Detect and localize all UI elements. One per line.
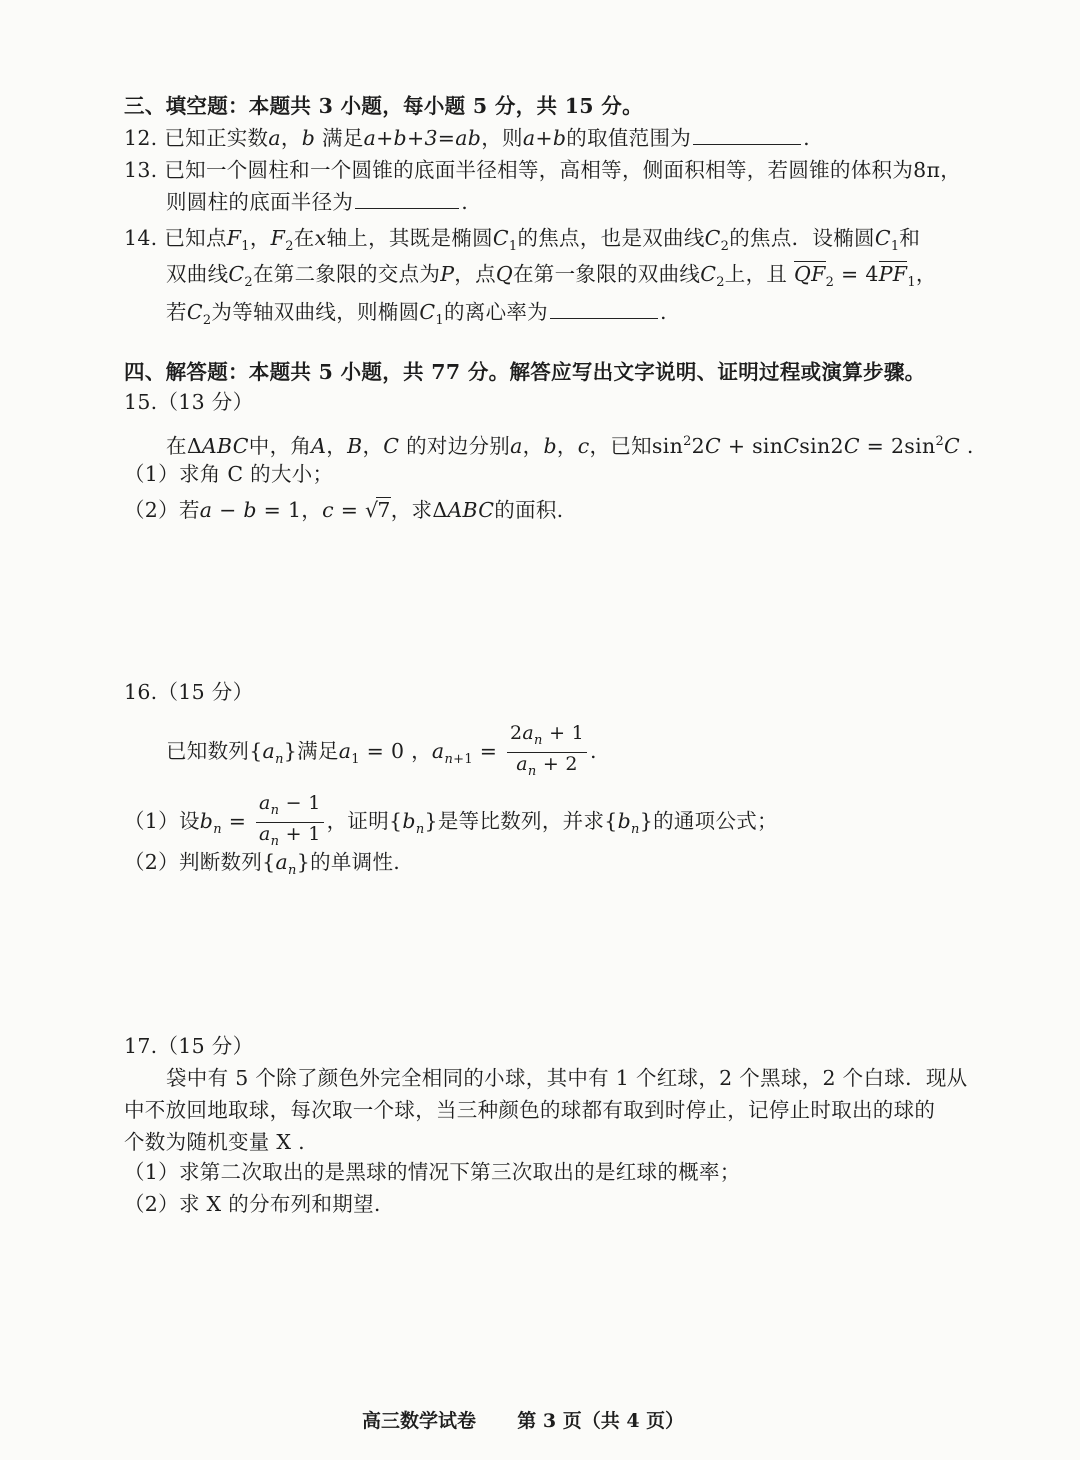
q17-line3: 个数为随机变量 X . <box>124 1130 305 1154</box>
q12-expression: a+b <box>522 126 567 150</box>
q12-number: 12. <box>124 126 158 150</box>
q16-text: 的通项公式； <box>653 808 778 833</box>
q13-number: 13. <box>124 158 158 182</box>
q14-text: 若 <box>166 300 187 324</box>
footer-page-number: 第 3 页（共 4 页） <box>517 1410 685 1432</box>
q16-text: （2）判断数列 <box>124 850 263 874</box>
answer-blank[interactable] <box>550 298 658 319</box>
section3-heading: 三、填空题：本题共 3 小题，每小题 5 分，共 15 分。 <box>124 94 643 118</box>
q16-part2: （2）判断数列$\{a_n\}$的单调性. <box>124 850 401 879</box>
q13-text: 已知一个圆柱和一个圆锥的底面半径相等，高相等，侧面积相等，若圆锥的体积为8π， <box>164 158 962 182</box>
q15-text: ，求 <box>390 498 433 522</box>
q12-text: 的取值范围为 <box>566 126 692 150</box>
q14-text: 的焦点．设椭圆 <box>729 226 875 250</box>
q16-text: 满足 <box>297 738 339 763</box>
q14-text: ，点 <box>454 262 496 286</box>
q14-text: 上，且 <box>724 262 788 286</box>
q15-text: 中，角 <box>248 433 312 458</box>
q16-title: 16.（15 分） <box>124 680 254 704</box>
q15-part2: （2）若a − b = 1，c = √7，求ΔABC的面积. <box>124 498 564 522</box>
q15-text: ，已知 <box>589 433 652 458</box>
q12-text: ，则 <box>481 126 523 150</box>
fraction: $\frac{2a_n + 1}{a_n + 2}$ <box>507 722 587 783</box>
question-14-line2: 双曲线$C_2$在第二象限的交点为P，点Q在第一象限的双曲线$C_2$上，且 $QF_2 = 4PF_1$， <box>166 262 937 291</box>
q14-text: 轴上，其既是椭圆 <box>326 226 493 250</box>
question-13 <box>124 154 961 186</box>
question-13-line2: 则圆柱的底面半径为 . <box>166 190 469 214</box>
section4-heading: 四、解答题：本题共 5 小题，共 77 分。解答应写出文字说明、证明过程或演算步骤。 <box>124 360 926 384</box>
fraction: $\frac{a_n - 1}{a_n + 1}$ <box>256 792 324 853</box>
q14-text: 已知点 <box>164 226 227 250</box>
question-12: 12. 已知正实数a，b 满足a+b+3=ab，则a+b的取值范围为 . <box>124 126 810 150</box>
q14-text: 的离心率为 <box>443 300 548 324</box>
q14-text: 双曲线 <box>166 262 229 286</box>
q14-text: 的焦点，也是双曲线 <box>517 226 705 250</box>
q14-text: 为等轴双曲线，则椭圆 <box>211 300 420 324</box>
q12-equation: a+b+3=ab <box>363 126 482 150</box>
q17-line2: 中不放回地取球，每次取一个球，当三种颜色的球都有取到时停止，记停止时取出的球的 <box>124 1098 936 1122</box>
q15-title: 15.（13 分） <box>124 390 254 414</box>
q15-text: 的对边分别 <box>406 433 511 458</box>
q12-text: 满足 <box>321 126 364 150</box>
q13-text: 则圆柱的底面半径为 <box>166 190 354 214</box>
q14-text: 在第二象限的交点为 <box>252 262 441 286</box>
q16-text: 是等比数列，并求 <box>437 808 605 833</box>
q15-text: 的面积. <box>494 498 564 522</box>
q16-part1: （1）设$b_n$ = $\frac{a_n - 1}{a_n + 1}$ ，证明$\{b_n\}$是等比数列，并求$\{b_n\}$的通项公式； <box>124 792 778 853</box>
footer-title: 高三数学试卷 <box>362 1410 477 1432</box>
q16-text: 已知数列 <box>166 738 250 763</box>
q14-number: 14. <box>124 226 158 250</box>
q15-text: 在 <box>166 433 187 458</box>
q14-text: 和 <box>899 226 921 250</box>
q14-text: 在 <box>293 226 315 250</box>
q15-text: （2）若 <box>124 498 200 522</box>
q17-line1: 袋中有 5 个除了颜色外完全相同的小球，其中有 1 个红球，2 个黑球，2 个白球．现从 <box>166 1066 968 1090</box>
q14-text: 在第一象限的双曲线 <box>513 262 701 286</box>
q17-part2: （2）求 X 的分布列和期望. <box>124 1192 381 1216</box>
answer-blank[interactable] <box>355 188 459 209</box>
question-14-line3: 若$C_2$为等轴双曲线，则椭圆$C_1$的离心率为 . <box>166 300 667 329</box>
q17-part1: （1）求第二次取出的是黑球的情况下第三次取出的是红球的概率； <box>124 1160 741 1184</box>
answer-blank[interactable] <box>693 124 801 145</box>
q16-stem: 已知数列$\{a_n\}$满足$a_1 = 0$ ，$a_{n+1}$ = $\frac{2a_n + 1}{a_n + 2}$ . <box>166 722 597 783</box>
page-footer <box>362 1406 684 1433</box>
q16-text: （1）设 <box>124 808 200 833</box>
question-14: 14. 已知点$F_1$，$F_2$在x轴上，其既是椭圆$C_1$的焦点，也是双曲线$C_2$的焦点．设椭圆$C_1$和 <box>124 226 921 255</box>
q17-title: 17.（15 分） <box>124 1034 254 1058</box>
q16-text: 的单调性. <box>310 850 401 874</box>
q15-part1: （1）求角 C 的大小； <box>124 462 334 486</box>
q16-text: ，证明 <box>326 808 390 833</box>
q15-stem: 在ΔABC中，角A，B，C 的对边分别a，b，c，已知$\sin^22C$ + sinCsin2C = $2\sin^2C$ . <box>166 433 974 458</box>
q12-text: 已知正实数 <box>164 126 269 150</box>
